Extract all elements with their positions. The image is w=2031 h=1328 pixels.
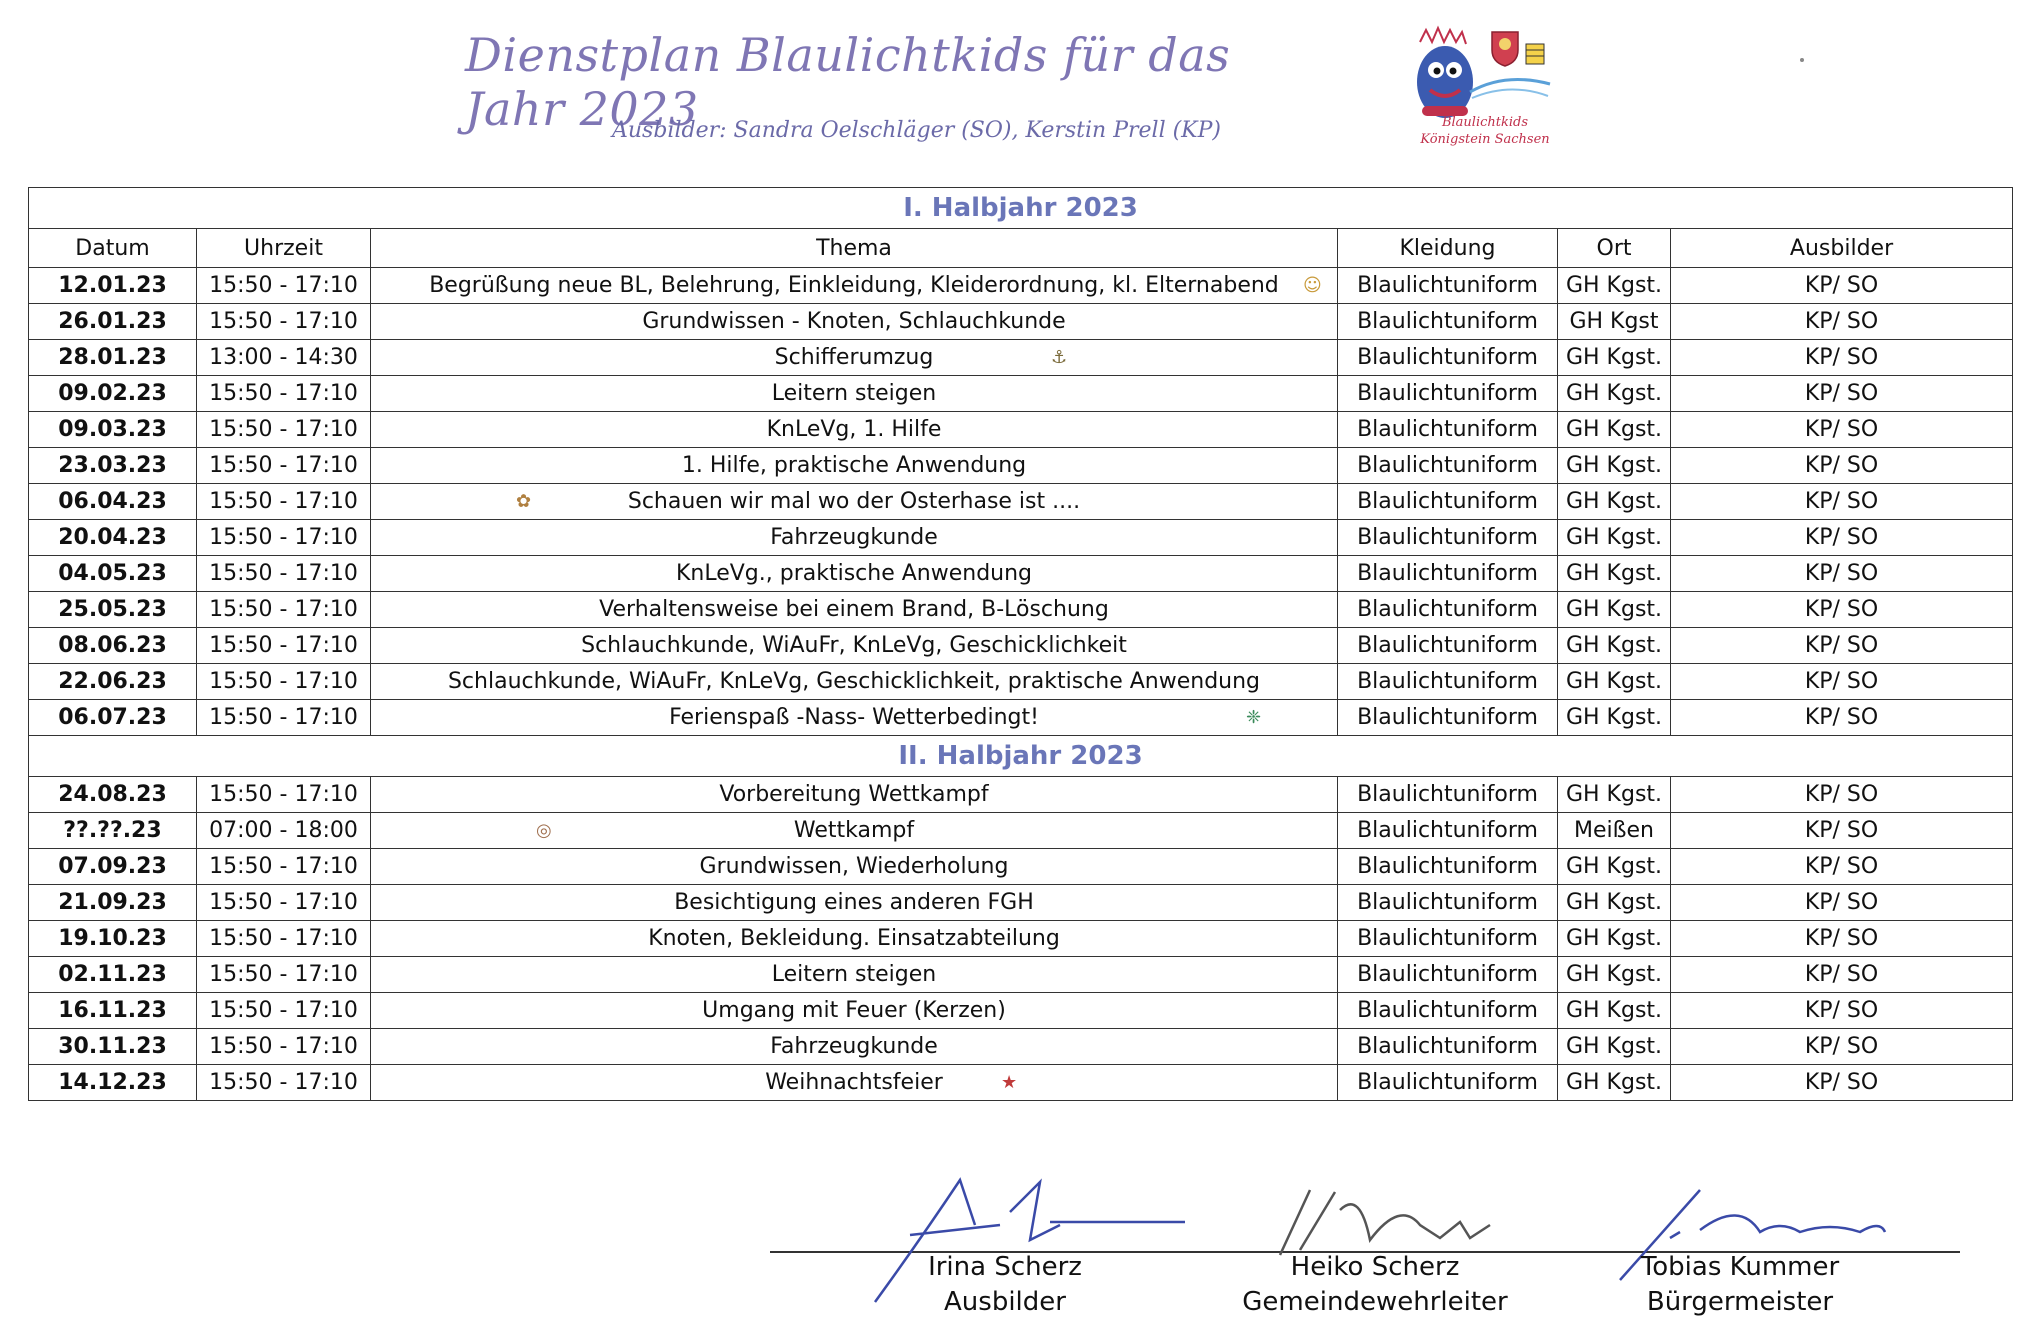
cell-clothing: Blaulichtuniform — [1338, 993, 1558, 1029]
cell-topic — [371, 556, 1338, 592]
duty-plan-table — [28, 187, 2013, 1101]
sailor-icon: ⚓ — [1051, 347, 1068, 368]
topic-text: Leitern steigen — [771, 381, 937, 406]
cell-clothing: Blaulichtuniform — [1338, 304, 1558, 340]
topic-text: Ferienspaß -Nass- Wetterbedingt! — [669, 705, 1039, 730]
logo-caption: Blaulichtkids Königstein Sachsen — [1420, 115, 1550, 147]
topic-text: KnLeVg., praktische Anwendung — [675, 561, 1033, 586]
cell-trainer: KP/ SO — [1671, 700, 2013, 736]
topic-text: Knoten, Bekleidung. Einsatzabteilung — [648, 926, 1060, 951]
table-row — [29, 340, 2013, 376]
cell-trainer: KP/ SO — [1671, 664, 2013, 700]
cell-place: Meißen — [1558, 813, 1671, 849]
topic-text: Schlauchkunde, WiAuFr, KnLeVg, Geschicklichkeit — [581, 633, 1127, 658]
column-headers — [29, 229, 2013, 268]
signer-irina — [880, 1250, 1130, 1320]
cell-place: GH Kgst. — [1558, 592, 1671, 628]
cell-topic — [371, 664, 1338, 700]
topic-text: Fahrzeugkunde — [770, 525, 938, 550]
page-subtitle: Ausbilder: Sandra Oelschläger (SO), Kerstin Prell (KP) — [612, 118, 1222, 143]
table-row — [29, 1029, 2013, 1065]
cell-clothing: Blaulichtuniform — [1338, 376, 1558, 412]
cell-date: 02.11.23 — [29, 957, 197, 993]
signer-heiko — [1225, 1250, 1525, 1320]
topic-text: Begrüßung neue BL, Belehrung, Einkleidung, Kleiderordnung, kl. Elternabend — [429, 273, 1279, 298]
cell-date: 09.02.23 — [29, 376, 197, 412]
cell-trainer: KP/ SO — [1671, 412, 2013, 448]
topic-text: Grundwissen, Wiederholung — [699, 854, 1009, 879]
cell-topic — [371, 484, 1338, 520]
cell-time: 15:50 - 17:10 — [197, 376, 371, 412]
cell-trainer: KP/ SO — [1671, 340, 2013, 376]
page-title: Dienstplan Blaulichtkids für das Jahr 2023 — [465, 28, 1231, 136]
cell-date: 07.09.23 — [29, 849, 197, 885]
table-row — [29, 484, 2013, 520]
table-row — [29, 849, 2013, 885]
cell-trainer: KP/ SO — [1671, 556, 2013, 592]
cell-date: 26.01.23 — [29, 304, 197, 340]
cell-clothing: Blaulichtuniform — [1338, 813, 1558, 849]
table-row — [29, 700, 2013, 736]
cell-topic — [371, 520, 1338, 556]
cell-trainer: KP/ SO — [1671, 921, 2013, 957]
cell-trainer: KP/ SO — [1671, 268, 2013, 304]
cell-trainer: KP/ SO — [1671, 777, 2013, 813]
cell-topic — [371, 885, 1338, 921]
cell-clothing: Blaulichtuniform — [1338, 340, 1558, 376]
cell-topic — [371, 849, 1338, 885]
table-row — [29, 628, 2013, 664]
cell-topic — [371, 304, 1338, 340]
cell-place: GH Kgst. — [1558, 1065, 1671, 1101]
cell-date: 09.03.23 — [29, 412, 197, 448]
cell-date: 06.04.23 — [29, 484, 197, 520]
cell-clothing: Blaulichtuniform — [1338, 448, 1558, 484]
cell-time: 15:50 - 17:10 — [197, 921, 371, 957]
cell-place: GH Kgst. — [1558, 268, 1671, 304]
cell-date: 16.11.23 — [29, 993, 197, 1029]
cell-trainer: KP/ SO — [1671, 484, 2013, 520]
topic-text: Grundwissen - Knoten, Schlauchkunde — [642, 309, 1066, 334]
cell-place: GH Kgst. — [1558, 885, 1671, 921]
cell-time: 15:50 - 17:10 — [197, 268, 371, 304]
signature-heiko — [1280, 1190, 1490, 1255]
table-row — [29, 957, 2013, 993]
cell-date: 28.01.23 — [29, 340, 197, 376]
topic-text: Schauen wir mal wo der Osterhase ist .... — [627, 489, 1081, 514]
cell-clothing: Blaulichtuniform — [1338, 700, 1558, 736]
cell-trainer: KP/ SO — [1671, 1065, 2013, 1101]
table-row — [29, 376, 2013, 412]
signer-role: Bürgermeister — [1646, 1287, 1834, 1317]
cell-date: 30.11.23 — [29, 1029, 197, 1065]
drum-icon: ◎ — [536, 820, 552, 841]
cell-topic — [371, 592, 1338, 628]
signer-role: Gemeindewehrleiter — [1242, 1287, 1508, 1317]
cell-clothing: Blaulichtuniform — [1338, 1029, 1558, 1065]
cell-date: 12.01.23 — [29, 268, 197, 304]
cell-date: 23.03.23 — [29, 448, 197, 484]
cell-place: GH Kgst. — [1558, 556, 1671, 592]
water-splash-icon: ❈ — [1246, 707, 1262, 728]
cell-date: 06.07.23 — [29, 700, 197, 736]
cell-date: 25.05.23 — [29, 592, 197, 628]
topic-text: Schifferumzug — [774, 345, 934, 370]
table-row — [29, 921, 2013, 957]
half-year-1-header — [29, 188, 2013, 229]
cell-clothing: Blaulichtuniform — [1338, 268, 1558, 304]
cell-time: 15:50 - 17:10 — [197, 957, 371, 993]
cell-clothing: Blaulichtuniform — [1338, 628, 1558, 664]
col-header-place: Ort — [1558, 229, 1671, 268]
table-row — [29, 556, 2013, 592]
table-row — [29, 885, 2013, 921]
signer-name: Irina Scherz — [928, 1252, 1082, 1282]
cell-place: GH Kgst. — [1558, 700, 1671, 736]
col-header-time: Uhrzeit — [197, 229, 371, 268]
table-row — [29, 448, 2013, 484]
cell-date: 22.06.23 — [29, 664, 197, 700]
cell-place: GH Kgst. — [1558, 340, 1671, 376]
cell-time: 15:50 - 17:10 — [197, 448, 371, 484]
half-year-1-label: I. Halbjahr 2023 — [29, 188, 2013, 229]
cell-place: GH Kgst. — [1558, 484, 1671, 520]
cell-trainer: KP/ SO — [1671, 628, 2013, 664]
cell-place: GH Kgst. — [1558, 921, 1671, 957]
cell-date: 08.06.23 — [29, 628, 197, 664]
cell-clothing: Blaulichtuniform — [1338, 885, 1558, 921]
topic-text: Verhaltensweise bei einem Brand, B-Löschung — [599, 597, 1109, 622]
cell-topic — [371, 700, 1338, 736]
cell-time: 07:00 - 18:00 — [197, 813, 371, 849]
cell-trainer: KP/ SO — [1671, 520, 2013, 556]
cell-time: 15:50 - 17:10 — [197, 412, 371, 448]
cell-clothing: Blaulichtuniform — [1338, 957, 1558, 993]
cell-clothing: Blaulichtuniform — [1338, 556, 1558, 592]
topic-text: Wettkampf — [793, 818, 915, 843]
col-header-trainer: Ausbilder — [1671, 229, 2013, 268]
cell-time: 15:50 - 17:10 — [197, 304, 371, 340]
table-row — [29, 412, 2013, 448]
cell-topic — [371, 993, 1338, 1029]
table-row — [29, 993, 2013, 1029]
cell-topic — [371, 1065, 1338, 1101]
topic-text: Besichtigung eines anderen FGH — [674, 890, 1034, 915]
topic-text: Weihnachtsfeier — [765, 1070, 943, 1095]
cell-time: 15:50 - 17:10 — [197, 885, 371, 921]
table-row — [29, 520, 2013, 556]
col-header-clothing: Kleidung — [1338, 229, 1558, 268]
cell-trainer: KP/ SO — [1671, 993, 2013, 1029]
cell-date: 20.04.23 — [29, 520, 197, 556]
topic-text: Leitern steigen — [771, 962, 937, 987]
half-year-2-header — [29, 736, 2013, 777]
cell-time: 15:50 - 17:10 — [197, 849, 371, 885]
cell-place: GH Kgst. — [1558, 777, 1671, 813]
signer-role: Ausbilder — [944, 1287, 1066, 1317]
cell-time: 15:50 - 17:10 — [197, 556, 371, 592]
cell-time: 15:50 - 17:10 — [197, 700, 371, 736]
cell-clothing: Blaulichtuniform — [1338, 484, 1558, 520]
cell-trainer: KP/ SO — [1671, 813, 2013, 849]
cell-topic — [371, 376, 1338, 412]
table-row — [29, 813, 2013, 849]
cell-time: 15:50 - 17:10 — [197, 484, 371, 520]
topic-text: Schlauchkunde, WiAuFr, KnLeVg, Geschicklichkeit, praktische Anwendung — [447, 669, 1261, 694]
cell-trainer: KP/ SO — [1671, 376, 2013, 412]
cell-date: 21.09.23 — [29, 885, 197, 921]
cell-clothing: Blaulichtuniform — [1338, 412, 1558, 448]
cell-topic — [371, 340, 1338, 376]
cell-date: 14.12.23 — [29, 1065, 197, 1101]
cell-trainer: KP/ SO — [1671, 885, 2013, 921]
cell-topic — [371, 1029, 1338, 1065]
santa-icon: ★ — [1001, 1072, 1018, 1093]
cell-time: 15:50 - 17:10 — [197, 1029, 371, 1065]
cell-place: GH Kgst — [1558, 304, 1671, 340]
cell-place: GH Kgst. — [1558, 1029, 1671, 1065]
cell-topic — [371, 957, 1338, 993]
cell-clothing: Blaulichtuniform — [1338, 664, 1558, 700]
cell-trainer: KP/ SO — [1671, 957, 2013, 993]
cell-date: 19.10.23 — [29, 921, 197, 957]
signer-name: Tobias Kummer — [1640, 1252, 1840, 1282]
cell-time: 15:50 - 17:10 — [197, 592, 371, 628]
table-row — [29, 664, 2013, 700]
cell-place: GH Kgst. — [1558, 448, 1671, 484]
table-row — [29, 592, 2013, 628]
cell-topic — [371, 268, 1338, 304]
topic-text: Fahrzeugkunde — [770, 1034, 938, 1059]
cell-place: GH Kgst. — [1558, 412, 1671, 448]
cell-place: GH Kgst. — [1558, 957, 1671, 993]
cell-trainer: KP/ SO — [1671, 1029, 2013, 1065]
cell-topic — [371, 448, 1338, 484]
topic-text: KnLeVg, 1. Hilfe — [766, 417, 942, 442]
cell-clothing: Blaulichtuniform — [1338, 592, 1558, 628]
signer-name: Heiko Scherz — [1290, 1252, 1460, 1282]
cell-place: GH Kgst. — [1558, 664, 1671, 700]
cell-trainer: KP/ SO — [1671, 304, 2013, 340]
cell-place: GH Kgst. — [1558, 376, 1671, 412]
cell-clothing: Blaulichtuniform — [1338, 520, 1558, 556]
cell-topic — [371, 777, 1338, 813]
scan-speck — [1800, 58, 1804, 62]
topic-text: 1. Hilfe, praktische Anwendung — [681, 453, 1027, 478]
cell-trainer: KP/ SO — [1671, 849, 2013, 885]
half-year-2-label: II. Halbjahr 2023 — [29, 736, 2013, 777]
table-row — [29, 268, 2013, 304]
table-row — [29, 1065, 2013, 1101]
cell-clothing: Blaulichtuniform — [1338, 849, 1558, 885]
table-row — [29, 777, 2013, 813]
cell-time: 15:50 - 17:10 — [197, 628, 371, 664]
cell-place: GH Kgst. — [1558, 993, 1671, 1029]
cell-clothing: Blaulichtuniform — [1338, 777, 1558, 813]
cell-clothing: Blaulichtuniform — [1338, 921, 1558, 957]
cell-place: GH Kgst. — [1558, 849, 1671, 885]
cell-trainer: KP/ SO — [1671, 448, 2013, 484]
cell-trainer: KP/ SO — [1671, 592, 2013, 628]
smiley-icon: ☺ — [1303, 275, 1322, 296]
cell-time: 13:00 - 14:30 — [197, 340, 371, 376]
cell-time: 15:50 - 17:10 — [197, 1065, 371, 1101]
cell-topic — [371, 412, 1338, 448]
signer-tobias — [1600, 1250, 1880, 1320]
cell-clothing: Blaulichtuniform — [1338, 1065, 1558, 1101]
cell-topic — [371, 921, 1338, 957]
cell-time: 15:50 - 17:10 — [197, 520, 371, 556]
cell-place: GH Kgst. — [1558, 628, 1671, 664]
col-header-date: Datum — [29, 229, 197, 268]
col-header-topic: Thema — [371, 229, 1338, 268]
topic-text: Vorbereitung Wettkampf — [719, 782, 989, 807]
cell-date: 24.08.23 — [29, 777, 197, 813]
cell-date: 04.05.23 — [29, 556, 197, 592]
cell-place: GH Kgst. — [1558, 520, 1671, 556]
cell-time: 15:50 - 17:10 — [197, 664, 371, 700]
table-row — [29, 304, 2013, 340]
cell-topic — [371, 628, 1338, 664]
cell-time: 15:50 - 17:10 — [197, 993, 371, 1029]
topic-text: Umgang mit Feuer (Kerzen) — [702, 998, 1006, 1023]
cell-topic — [371, 813, 1338, 849]
cell-date: ??.??.23 — [29, 813, 197, 849]
cell-time: 15:50 - 17:10 — [197, 777, 371, 813]
easter-bunny-icon: ✿ — [516, 491, 532, 512]
